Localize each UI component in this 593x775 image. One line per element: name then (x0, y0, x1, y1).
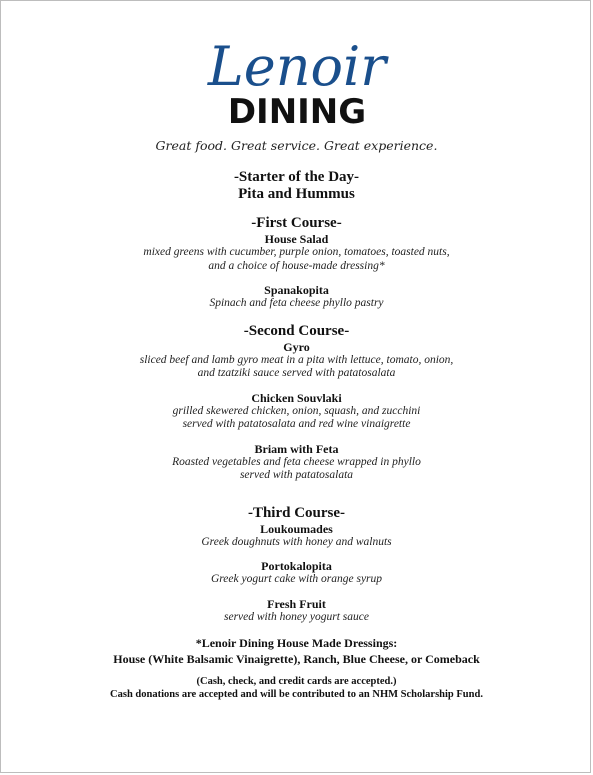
menu-item-desc: grilled skewered chicken, onion, squash, and zucchini (172, 404, 421, 417)
second-course-heading: -Second Course- (243, 322, 350, 339)
menu-item-desc: served with patatosalata (239, 469, 354, 481)
menu-item-name: Portokalopita (261, 559, 332, 573)
menu-body (1, 169, 592, 624)
menu-item-name: Fresh Fruit (267, 596, 326, 611)
third-course-heading: -Third Course- (247, 504, 346, 521)
menu-item-name: Gyro (283, 339, 310, 354)
lenoir-dining-logo (1, 33, 592, 129)
menu-item-name: Chicken Souvlaki (251, 390, 342, 405)
first-course-heading: -First Course- (251, 215, 342, 231)
payment-note: (Cash, check, and credit cards are accepted.) (196, 676, 397, 687)
menu-item-desc: mixed greens with cucumber, purple onion, tomatoes, toasted nuts, (143, 246, 450, 258)
tagline: Great food. Great service. Great experience. (155, 138, 438, 153)
menu-item-name: Spanakopita (264, 283, 329, 297)
logo-graphic (177, 33, 417, 129)
menu-item-desc: Roasted vegetables and feta cheese wrapped in phyllo (172, 455, 421, 468)
donations-note: Cash donations are accepted and will be contributed to an NHM Scholarship Fund. (110, 689, 483, 700)
starter-item: Pita and Hummus (238, 186, 355, 202)
menu-item-desc: sliced beef and lamb gyro meat in a pita with lettuce, tomato, onion, (139, 353, 454, 366)
menu-item-name: House Salad (264, 232, 329, 246)
menu-item-name: Briam with Feta (254, 441, 339, 456)
starter-heading: -Starter of the Day- (233, 169, 360, 185)
dressings-list: House (White Balsamic Vinaigrette), Ranch, Blue Cheese, or Comeback (113, 652, 480, 666)
logo-block-word: DINING (227, 92, 366, 129)
menu-footer (1, 635, 592, 701)
menu-item-desc: served with patatosalata and red wine vinaigrette (182, 418, 411, 430)
dressings-title: *Lenoir Dining House Made Dressings: (195, 636, 398, 650)
menu-item-name: Loukoumades (260, 521, 333, 536)
menu-item-desc: and tzatziki sauce served with patatosalata (197, 367, 396, 379)
menu-item-desc: Spinach and feta cheese phyllo pastry (209, 297, 384, 309)
menu-item-desc: Greek yogurt cake with orange syrup (210, 573, 383, 585)
menu-item-desc: and a choice of house-made dressing* (208, 259, 385, 272)
menu-item-desc: served with honey yogurt sauce (224, 610, 369, 623)
logo-script-word: Lenoir (207, 35, 386, 98)
menu-item-desc: Greek doughnuts with honey and walnuts (201, 535, 392, 548)
